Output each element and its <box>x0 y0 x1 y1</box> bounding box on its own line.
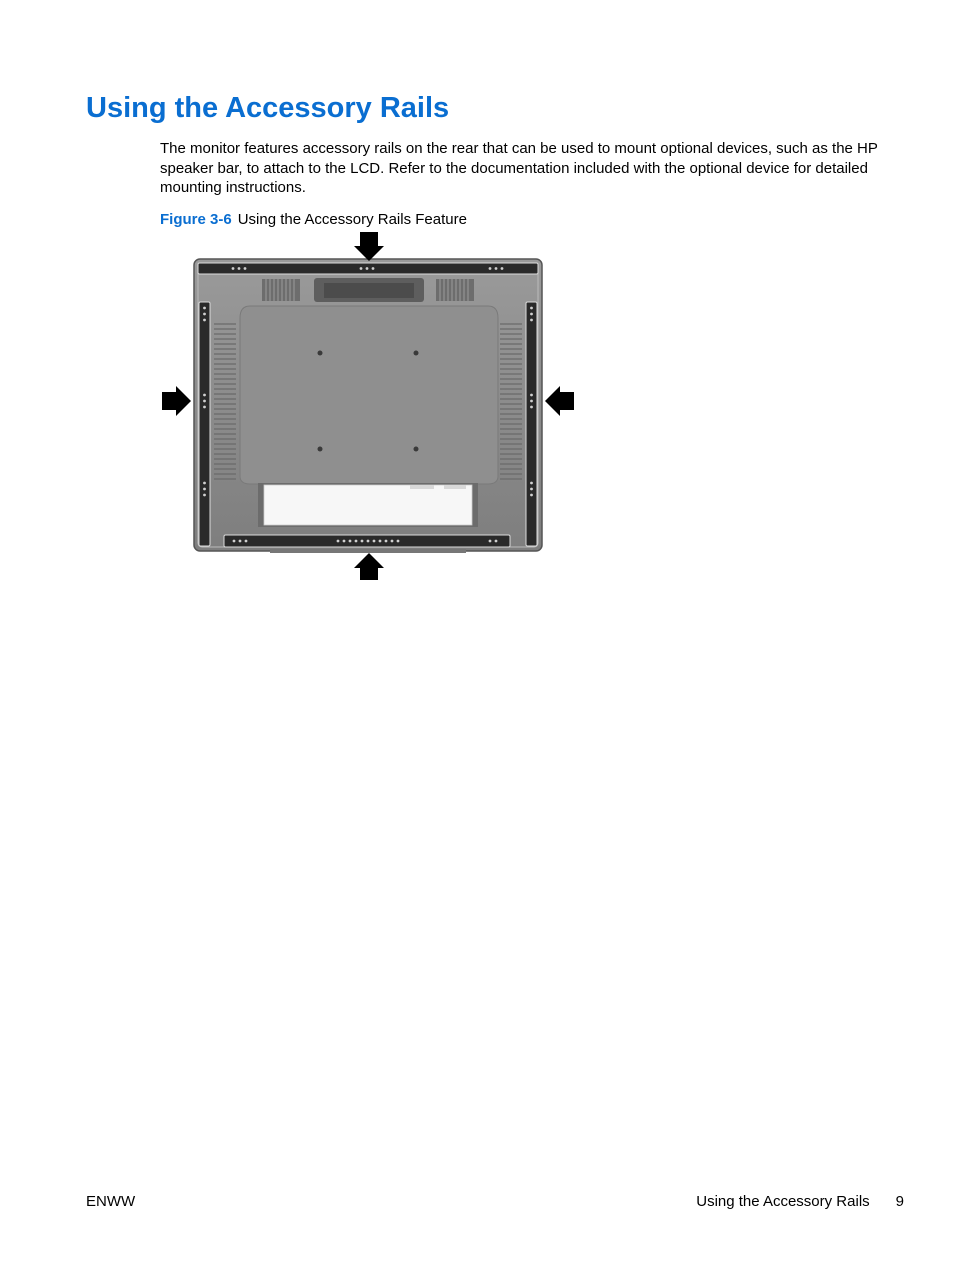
accessory-rail-top <box>198 263 538 274</box>
footer-right <box>696 1193 904 1210</box>
footer-section: Using the Accessory Rails <box>696 1193 870 1210</box>
back-panel <box>240 306 498 484</box>
page-number: 9 <box>895 1193 904 1210</box>
arrow-down-icon <box>354 232 384 261</box>
label-plate <box>264 485 472 525</box>
accessory-rail-bottom <box>224 535 510 547</box>
accessory-rail-right <box>526 302 537 546</box>
top-vents <box>262 278 474 302</box>
accessory-rail-left <box>199 302 210 546</box>
body-paragraph: The monitor features accessory rails on the rear that can be used to mount optional devices, such as the HP speaker bar, to attach to the LCD. Refer to the documentation included with the optional device for detailed mounting instructions. <box>160 140 878 196</box>
arrow-left-icon <box>545 386 574 416</box>
figure-title: Using the Accessory Rails Feature <box>237 211 467 228</box>
arrow-right-icon <box>162 386 191 416</box>
figure-caption <box>160 211 467 228</box>
monitor-rear-illustration <box>158 228 578 584</box>
page-title: Using the Accessory Rails <box>86 92 450 124</box>
footer-left: ENWW <box>86 1193 136 1210</box>
arrow-up-icon <box>354 553 384 580</box>
figure-label: Figure 3-6 <box>160 211 232 228</box>
